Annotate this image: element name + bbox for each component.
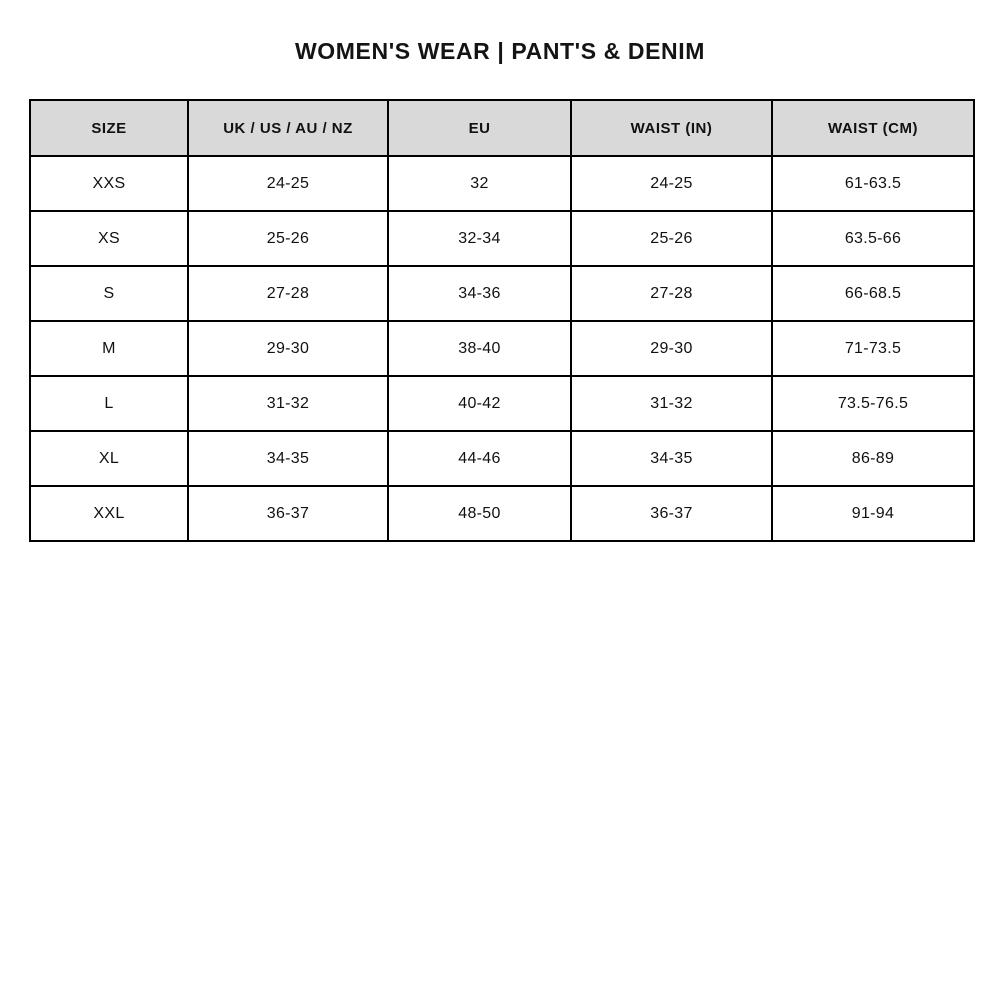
cell-waist-in: 25-26 <box>571 211 772 266</box>
cell-size: XXL <box>30 486 188 541</box>
table-row-m <box>30 321 974 376</box>
col-header-size: SIZE <box>30 100 188 156</box>
cell-eu: 32-34 <box>388 211 571 266</box>
cell-uk: 24-25 <box>188 156 388 211</box>
table-row-s <box>30 266 974 321</box>
header-row <box>30 100 974 156</box>
cell-eu: 40-42 <box>388 376 571 431</box>
cell-waist-in: 34-35 <box>571 431 772 486</box>
cell-waist-in: 36-37 <box>571 486 772 541</box>
table-body <box>30 156 974 541</box>
cell-size: XS <box>30 211 188 266</box>
cell-size: S <box>30 266 188 321</box>
cell-waist-cm: 63.5-66 <box>772 211 974 266</box>
col-header-eu: EU <box>388 100 571 156</box>
cell-size: XXS <box>30 156 188 211</box>
cell-eu: 32 <box>388 156 571 211</box>
col-header-uk-us-au-nz: UK / US / AU / NZ <box>188 100 388 156</box>
cell-waist-in: 29-30 <box>571 321 772 376</box>
cell-uk: 27-28 <box>188 266 388 321</box>
cell-waist-cm: 73.5-76.5 <box>772 376 974 431</box>
cell-waist-in: 27-28 <box>571 266 772 321</box>
cell-size: XL <box>30 431 188 486</box>
table-header <box>30 100 974 156</box>
cell-uk: 25-26 <box>188 211 388 266</box>
cell-eu: 44-46 <box>388 431 571 486</box>
cell-uk: 34-35 <box>188 431 388 486</box>
size-chart-table <box>29 99 975 542</box>
cell-waist-cm: 91-94 <box>772 486 974 541</box>
cell-waist-cm: 86-89 <box>772 431 974 486</box>
cell-uk: 31-32 <box>188 376 388 431</box>
col-header-waist-cm: WAIST (CM) <box>772 100 974 156</box>
cell-uk: 29-30 <box>188 321 388 376</box>
cell-size: L <box>30 376 188 431</box>
table-row-xs <box>30 211 974 266</box>
cell-waist-cm: 71-73.5 <box>772 321 974 376</box>
table-row-xl <box>30 431 974 486</box>
table-row-l <box>30 376 974 431</box>
cell-eu: 38-40 <box>388 321 571 376</box>
cell-waist-cm: 61-63.5 <box>772 156 974 211</box>
cell-uk: 36-37 <box>188 486 388 541</box>
table-row-xxs <box>30 156 974 211</box>
cell-waist-in: 24-25 <box>571 156 772 211</box>
page-title: WOMEN'S WEAR | PANT'S & DENIM <box>294 38 705 64</box>
col-header-waist-in: WAIST (IN) <box>571 100 772 156</box>
cell-waist-cm: 66-68.5 <box>772 266 974 321</box>
cell-eu: 48-50 <box>388 486 571 541</box>
cell-waist-in: 31-32 <box>571 376 772 431</box>
cell-eu: 34-36 <box>388 266 571 321</box>
table-row-xxl <box>30 486 974 541</box>
cell-size: M <box>30 321 188 376</box>
